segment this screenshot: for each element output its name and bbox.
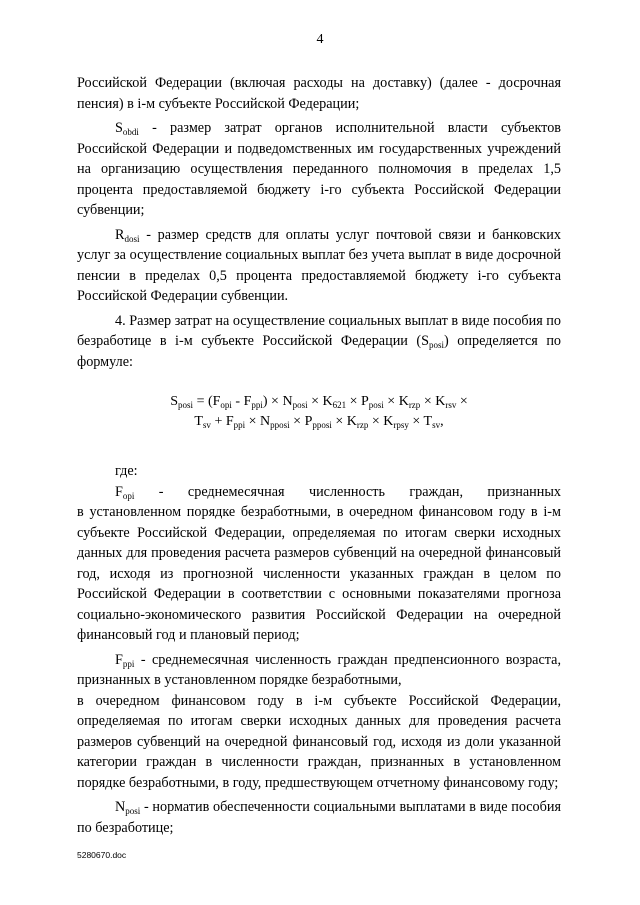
paragraph-text: - среднемесячная численность граждан, признанных [134, 483, 561, 500]
formula-term: × P [346, 394, 369, 409]
page-number: 4 [316, 32, 324, 47]
paragraph-continuation: Российской Федерации (включая расходы на доставку) (далее - досрочная пенсия) в i-м субъекте Российской Федерации; [77, 75, 561, 112]
paragraph-text: - норматив обеспеченности социальными выплатами в виде пособия по безработице; [77, 799, 561, 836]
formula-line-2 [77, 412, 561, 432]
formula-term: × N [245, 414, 271, 429]
symbol: F [115, 483, 123, 500]
paragraph-text: 4. Размер затрат на осуществление социальных выплат в виде пособия по безработице в i-м субъекте Российской Федерации (S [77, 312, 561, 349]
formula-subscript: ppi [233, 420, 246, 430]
formula-term: × K [307, 394, 333, 409]
symbol-subscript: dosi [124, 233, 140, 244]
where-label: где: [115, 463, 138, 479]
formula-term: - F [231, 394, 252, 409]
paragraph-text: - среднемесячная численность граждан предпенсионного возраста, признанных в установленном порядке безработными, [77, 651, 561, 688]
formula-line-1 [77, 392, 561, 412]
paragraph-text: - размер средств для оплаты услуг почтовой связи и банковских услуг за осуществление социальных выплат без учета выплат в виде досрочной пенсии в пределах 0,5 процента предоставляемой бюджету i-го субъекта Российской Федерации субвенции. [77, 226, 561, 304]
formula-subscript: opi [220, 400, 232, 410]
formula-term: = (F [193, 394, 221, 409]
formula-subscript: ppi [251, 400, 263, 410]
formula-term: × K [368, 414, 394, 429]
formula-term: , [440, 414, 444, 429]
formula-term: × K [383, 394, 409, 409]
formula-term: + F [210, 414, 234, 429]
paragraph-f-ppi-body: в очередном финансовом году в i-м субъекте Российской Федерации, определяемая по итогам сверки исходных данных для проведения расчета размеров субвенций на очередной финансовый год, исходя из доли указанной категории граждан в численности граждан, признанных в установленном порядке безработными, в году, предшествующем отчетному финансовому году; [77, 692, 561, 791]
symbol: R [115, 226, 125, 243]
paragraph-f-ppi-first [77, 650, 561, 691]
formula-term: S [170, 394, 179, 409]
symbol-subscript: ppi [122, 658, 135, 669]
symbol-subscript: posi [429, 340, 445, 350]
symbol-subscript: posi [125, 806, 141, 816]
symbol: S [115, 120, 123, 136]
document-filename: 5280670.doc [77, 850, 127, 860]
formula-subscript: pposi [270, 420, 290, 430]
formula-subscript: rzp [408, 400, 421, 410]
formula-term: × P [289, 414, 313, 429]
formula-subscript: sv [202, 420, 211, 430]
formula-term: × K [420, 394, 446, 409]
paragraph-f-opi-first-line [77, 482, 561, 503]
paragraph-tail: ) определяется по формуле: [77, 333, 562, 370]
formula-term: T [194, 414, 203, 429]
formula-term: × K [331, 414, 357, 429]
symbol: N [115, 799, 126, 815]
paragraph-n-posi [77, 797, 561, 838]
formula-term: × [456, 394, 468, 409]
formula-subscript: rzp [356, 420, 369, 430]
symbol-subscript: opi [122, 490, 135, 501]
symbol: F [115, 651, 123, 668]
symbol-subscript: obdi [122, 127, 139, 137]
paragraph-r-dosi [77, 225, 561, 307]
formula-subscript: posi [292, 400, 308, 410]
formula-term: × T [408, 414, 433, 429]
formula-term: ) × N [262, 394, 293, 409]
paragraph-s-obdi [77, 118, 561, 221]
formula-subscript: rsv [445, 400, 457, 410]
paragraph-text: - размер затрат органов исполнительной власти субъектов Российской Федерации и подведомственных им государственных учреждений на организацию осуществления переданного полномочия в пределах 1,5 процента предоставляемой бюджету i-го субъекта Российской Федерации субвенции; [77, 120, 561, 218]
document-body [77, 73, 561, 838]
formula-subscript: pposi [312, 420, 332, 430]
formula-subscript: 621 [332, 400, 347, 410]
formula-subscript: posi [368, 400, 384, 410]
formula [77, 392, 561, 432]
formula-subscript: rpsy [393, 420, 409, 430]
paragraph-item-4 [77, 311, 561, 373]
paragraph-f-opi-body: в установленном порядке безработными, в очередном финансовом году в i-м субъекте Российской Федерации, определяемая по итогам сверки исходных данных для проведения расчета размеров субвенций на очередной финансовый год, исходя из прогнозной численности указанных граждан в целом по Российской Федерации в соответствии с основными показателями прогноза социально-экономического развития Российской Федерации на очередной финансовый год и плановый период; [77, 504, 561, 643]
formula-subscript: posi [178, 400, 194, 410]
formula-subscript: sv [432, 420, 441, 430]
